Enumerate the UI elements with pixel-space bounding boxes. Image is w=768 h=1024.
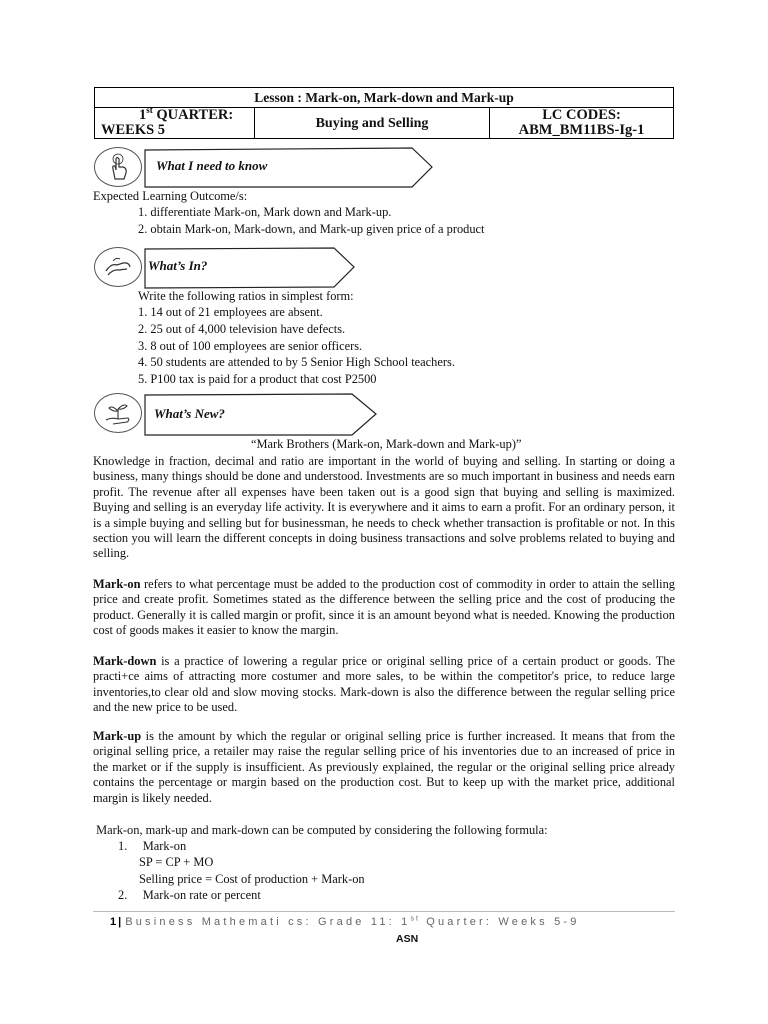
- section-subtitle: “Mark Brothers (Mark-on, Mark-down and Mark-up)”: [251, 437, 522, 451]
- footer-separator: |: [118, 916, 122, 928]
- circle-frame: [94, 393, 142, 433]
- ratios-intro: Write the following ratios in simplest form:: [138, 289, 354, 303]
- markup-paragraph: [93, 729, 675, 806]
- lesson-header-table: [94, 87, 674, 139]
- formula-intro: Mark-on, mark-up and mark-down can be computed by considering the following formula:: [93, 823, 548, 837]
- formula-item-markon: 1. Mark-on: [118, 839, 187, 853]
- intro-paragraph: Knowledge in fraction, decimal and ratio are important in the world of buying and selling. In starting or doing a business, many things should be done and understood. Investments are so much important in business and needs earn profit. The revenue after all expenses have been taken out is a good sign that buying and selling is maximized. Buying and selling is an everyday life activity. It is everywhere and it aims to earn a profit. For an ordinary person, it is a simple buying and selling but for businessman, he needs to check whether transaction is profitable or not. In this section you will learn the different concepts in doing business transactions and solve problems related to buying and selling.: [93, 454, 675, 561]
- ratio-item: 4. 50 students are attended to by 5 Senior High School teachers.: [138, 355, 455, 369]
- section-title: What’s New?: [154, 406, 225, 421]
- markon-paragraph: [93, 577, 675, 639]
- pointing-hand-icon: [103, 153, 133, 183]
- section-title: What’s In?: [148, 258, 208, 273]
- circle-frame: [94, 247, 142, 287]
- page-footer: [110, 915, 580, 930]
- hands-icon: [103, 253, 133, 283]
- ratio-item: 1. 14 out of 21 employees are absent.: [138, 305, 323, 319]
- section-title: What I need to know: [156, 158, 268, 173]
- markon-term: Mark-on: [93, 577, 141, 591]
- markdown-definition: is a practice of lowering a regular price or original selling price of a certain product or goods. The practi+ce aims of attracting more costumer and more sales, to be within the competitor's price, to reduce large inventories,to clear old and slow moving stocks. Mark-down is also the difference between the regular selling price and the new price to be used.: [93, 654, 675, 715]
- seedling-hand-icon: [103, 399, 133, 429]
- ratio-item: 3. 8 out of 100 employees are senior officers.: [138, 339, 363, 353]
- footer-weeks: Quarter: Weeks 5-9: [419, 916, 580, 928]
- footer-divider: [93, 911, 675, 912]
- formula-words: Selling price = Cost of production + Mark-on: [139, 872, 365, 886]
- footer-sup: st: [410, 915, 420, 923]
- lc-code-value: ABM_BM11BS-Ig-1: [518, 122, 645, 138]
- markup-term: Mark-up: [93, 729, 142, 743]
- lc-codes-label: LC CODES:: [542, 107, 621, 123]
- ratio-item: 5. P100 tax is paid for a product that cost P2500: [138, 372, 377, 386]
- learning-outcomes-intro: Expected Learning Outcome/s:: [93, 189, 248, 203]
- markdown-term: Mark-down: [93, 654, 157, 668]
- quarter-number: 1: [139, 107, 147, 123]
- quarter-label: QUARTER:: [152, 107, 234, 123]
- author-initials: ASN: [396, 933, 419, 945]
- quarter-cell: [95, 105, 255, 139]
- outcome-item: 2. obtain Mark-on, Mark-down, and Mark-up given price of a product: [138, 222, 485, 236]
- formula-equation: SP = CP + MO: [139, 855, 214, 869]
- page-number: 1: [110, 916, 117, 928]
- outcome-item: 1. differentiate Mark-on, Mark down and Mark-up.: [138, 205, 392, 219]
- footer-title: Business Mathemati cs: Grade 11: 1: [125, 916, 411, 928]
- circle-frame: [94, 147, 142, 187]
- quarter-suffix: st: [146, 105, 153, 116]
- weeks-label: WEEKS 5: [101, 122, 166, 138]
- markon-definition: refers to what percentage must be added to the production cost of commodity in order to attain the selling price and create profit. Sometimes stated as the difference between the selling price and the cost of producing the product. Generally it is called margin or profit, since it is an amount beyond what is needed. Knowing the production cost of goods makes it easier to know the margin.: [93, 577, 675, 638]
- lesson-title: Lesson : Mark-on, Mark-down and Mark-up: [95, 88, 674, 108]
- topic-cell: Buying and Selling: [255, 108, 490, 139]
- ratio-item: 2. 25 out of 4,000 television have defects.: [138, 322, 346, 336]
- markdown-paragraph: [93, 654, 675, 716]
- markup-definition: is the amount by which the regular or original selling price is further increased. It means that from the original selling price, a retailer may raise the regular selling price of his inventories due to an increased of price in the market or if the supply is insufficient. As previously explained, the regular or the original selling price already contains the percentage or margin based on the production cost. But to keep up with the market price, additional margin is likely needed.: [93, 729, 675, 805]
- lc-codes-cell: [490, 108, 674, 139]
- formula-item-markon-rate: 2. Mark-on rate or percent: [118, 888, 261, 902]
